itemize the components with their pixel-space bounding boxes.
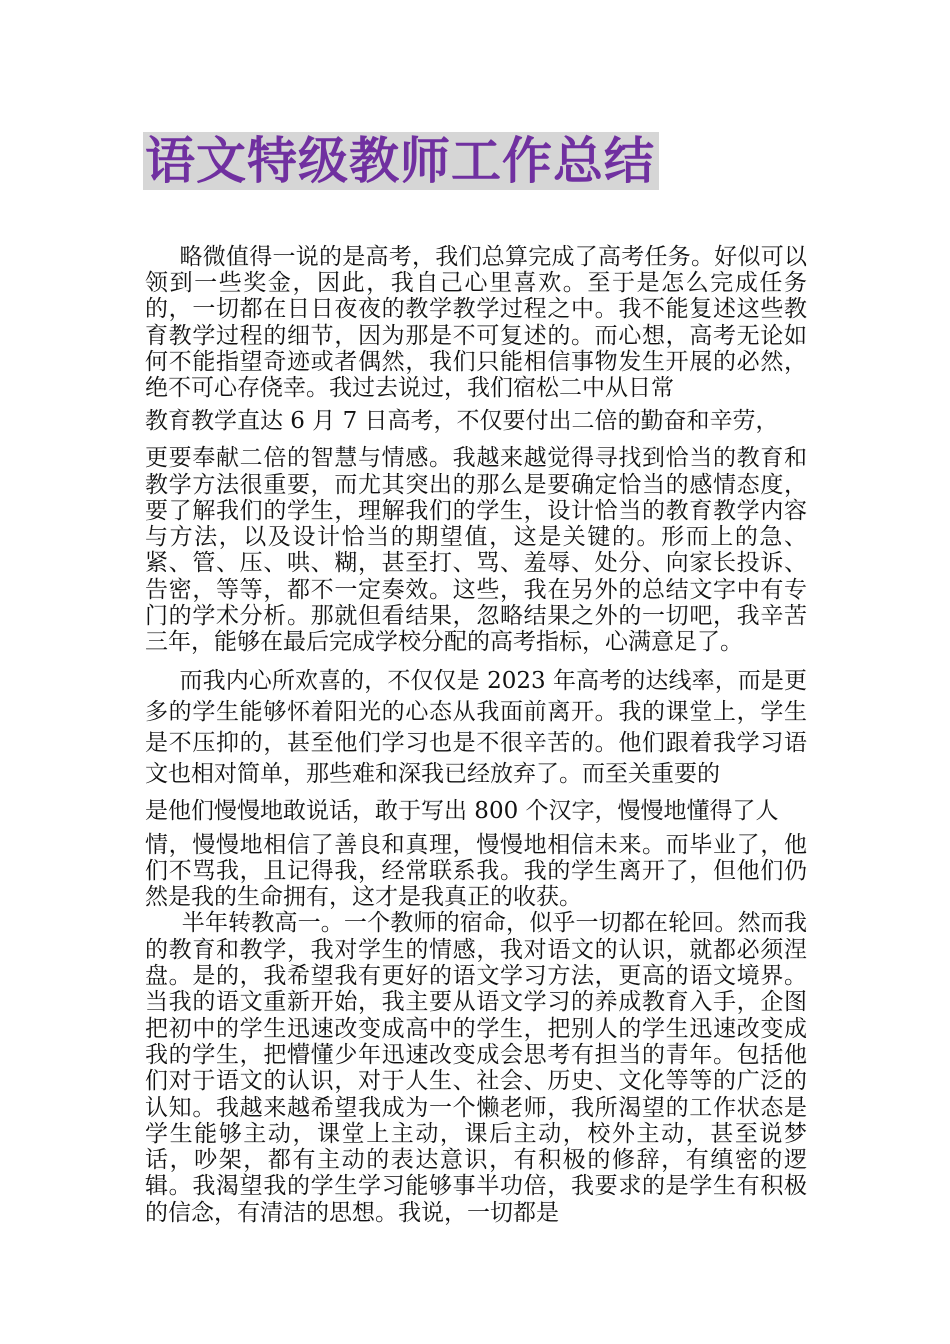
paragraph-2-part-1: 而我内心所欢喜的，不仅仅是 2023 年高考的达线率，而是更多的学生能够怀着阳光的心态从我面前离开。我的课堂上，学生是不压抑的，甚至他们学习也是不很辛苦的。他们跟着我学习语文也相对简单，那些难和深我已经放弃了。而至关重要的 (145, 667, 807, 787)
paragraph-1-part-1: 略微值得一说的是高考，我们总算完成了高考任务。好似可以领到一些奖金，因此，我自己心里喜欢。至于是怎么完成任务的，一切都在日日夜夜的教学教学过程之中。我不能复述这些教育教学过程的细节，因为那是不可复述的。而心想，高考无论如何不能指望奇迹或者偶然，我们只能相信事物发生开展的必然，绝不可心存侥幸。我过去说过，我们宿松二中从日常 (145, 244, 807, 402)
paragraph-3: 半年转教高一。一个教师的宿命，似乎一切都在轮回。然而我的教育和教学，我对学生的情感，我对语文的认识，就都必须涅盘。是的，我希望我有更好的语文学习方法，更高的语文境界。当我的语文重新开始，我主要从语文学习的养成教育入手，企图把初中的学生迅速改变成高中的学生，把别人的学生迅速改变成我的学生，把懵懂少年迅速改变成会思考有担当的青年。包括他们对于语文的认识，对于人生、社会、历史、文化等等的广泛的认知。我越来越希望我成为一个懒老师，我所渴望的工作状态是学生能够主动，课堂上主动，课后主动，校外主动，甚至说梦话，吵架，都有主动的表达意识，有积极的修辞，有缜密的逻辑。我渴望我的学生学习能够事半功倍，我要求的是学生有积极的信念，有清洁的思想。我说，一切都是 (145, 910, 807, 1226)
paragraph-1-part-3: 更要奉献二倍的智慧与情感。我越来越觉得寻找到恰当的教育和教学方法很重要，而尤其突出的那么是要确定恰当的感情态度，要了解我们的学生，理解我们的学生，设计恰当的教育教学内容与方法，以及设计恰当的期望值，这是关键的。形而上的急、紧、管、压、哄、糊，甚至打、骂、羞辱、处分、向家长投诉、告密，等等，都不一定奏效。这些，我在另外的总结文字中有专门的学术分析。那就但看结果，忽略结果之外的一切吧，我辛苦三年，能够在最后完成学校分配的高考指标，心满意足了。 (145, 445, 807, 656)
paragraph-2-part-2: 是他们慢慢地敢说话，敢于写出 800 个汉字，慢慢地懂得了人 (145, 797, 779, 824)
document-title: 语文特级教师工作总结 (143, 132, 659, 190)
paragraph-2-part-3: 情，慢慢地相信了善良和真理，慢慢地相信未来。而毕业了，他们不骂我，且记得我，经常联系我。我的学生离开了，但他们仍然是我的生命拥有，这才是我真正的收获。 (145, 831, 807, 911)
paragraph-1-part-2: 教育教学直达 6 月 7 日高考，不仅要付出二倍的勤奋和辛劳， (145, 408, 779, 435)
document-body (145, 244, 807, 1226)
